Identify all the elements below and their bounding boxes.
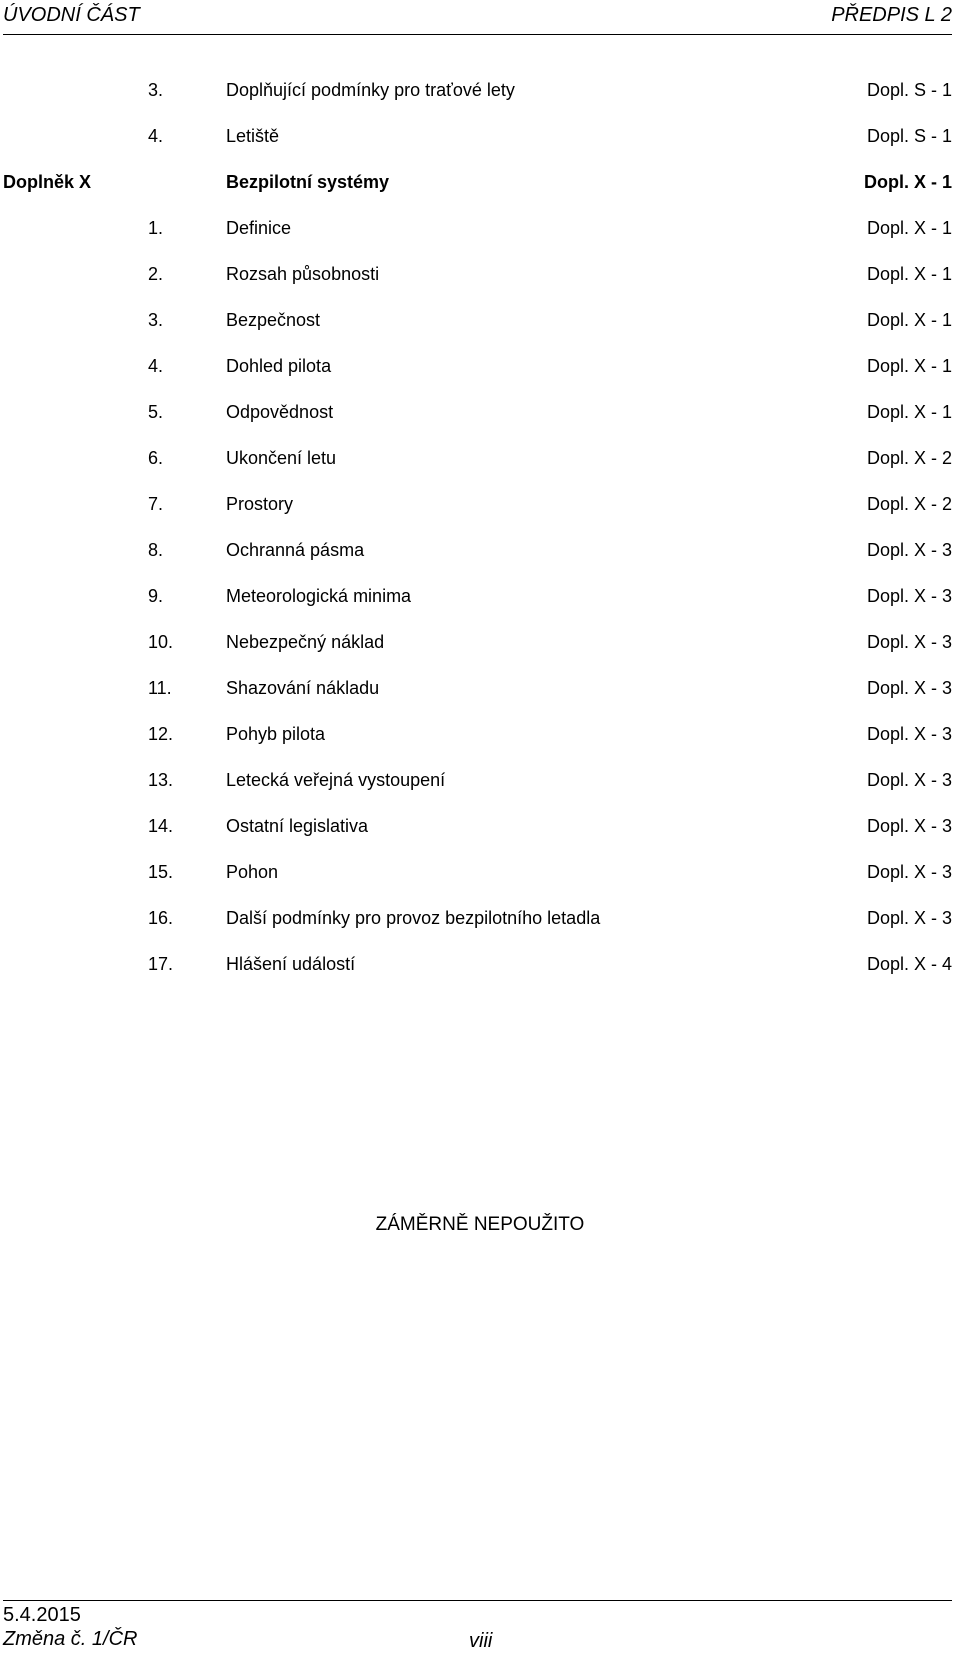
toc-item-title: Prostory — [226, 494, 294, 514]
toc-row — [0, 760, 952, 806]
toc-page-ref: Dopl. X - 4 — [866, 954, 952, 974]
toc-item-title: Rozsah působnosti — [226, 264, 380, 284]
toc-item-title: Ostatní legislativa — [226, 816, 369, 836]
footer-date: 5.4.2015 — [3, 1604, 81, 1626]
header-section-title: ÚVODNÍ ČÁST — [3, 4, 140, 26]
toc-row — [0, 392, 952, 438]
toc-item-title: Shazování nákladu — [226, 678, 380, 698]
toc-appendix-row — [0, 162, 952, 208]
toc-item-number: 10. — [148, 632, 174, 652]
toc-item-number: 4. — [148, 126, 164, 146]
toc-item-number: 3. — [148, 310, 164, 330]
toc-row — [0, 530, 952, 576]
toc-page-ref: Dopl. X - 3 — [866, 770, 952, 790]
toc-item-number: 5. — [148, 402, 164, 422]
toc-item-title: Nebezpečný náklad — [226, 632, 385, 652]
toc-page-ref: Dopl. S - 1 — [866, 126, 952, 146]
toc-item-number: 9. — [148, 586, 164, 606]
toc-item-number: 14. — [148, 816, 174, 836]
toc-row — [0, 576, 952, 622]
toc-item-title: Ukončení letu — [226, 448, 337, 468]
toc-item-number: 4. — [148, 356, 164, 376]
toc-row — [0, 208, 952, 254]
toc-item-title: Odpovědnost — [226, 402, 334, 422]
toc-page-ref: Dopl. X - 3 — [866, 632, 952, 652]
toc-row — [0, 484, 952, 530]
toc-row — [0, 714, 952, 760]
toc-item-number: 11. — [148, 678, 172, 698]
toc-page-ref: Dopl. X - 1 — [866, 310, 952, 330]
toc-page-ref: Dopl. X - 2 — [866, 448, 952, 468]
toc-row — [0, 806, 952, 852]
toc-item-title: Pohyb pilota — [226, 724, 326, 744]
header-regulation-title: PŘEDPIS L 2 — [831, 4, 952, 26]
toc-row — [0, 668, 952, 714]
toc-page-ref: Dopl. X - 1 — [866, 356, 952, 376]
toc-page-ref: Dopl. S - 1 — [866, 80, 952, 100]
toc-item-number: 7. — [148, 494, 164, 514]
table-of-contents — [0, 70, 952, 990]
intentionally-blank-notice: ZÁMĚRNĚ NEPOUŽITO — [375, 1214, 585, 1235]
toc-row — [0, 254, 952, 300]
toc-row — [0, 300, 952, 346]
toc-row — [0, 116, 952, 162]
toc-row — [0, 622, 952, 668]
toc-page-ref: Dopl. X - 1 — [866, 402, 952, 422]
toc-item-title: Definice — [226, 218, 292, 238]
toc-item-title: Dohled pilota — [226, 356, 332, 376]
toc-item-number: 6. — [148, 448, 164, 468]
toc-item-title: Další podmínky pro provoz bezpilotního letadla — [226, 908, 601, 928]
toc-row — [0, 346, 952, 392]
toc-page-ref: Dopl. X - 3 — [866, 908, 952, 928]
toc-item-title: Bezpečnost — [226, 310, 321, 330]
footer-amendment: Změna č. 1/ČR — [3, 1628, 138, 1650]
toc-item-title: Hlášení událostí — [226, 954, 356, 974]
toc-page-ref: Dopl. X - 3 — [866, 678, 952, 698]
page-header — [3, 0, 952, 35]
toc-row — [0, 70, 952, 116]
toc-item-title: Letecká veřejná vystoupení — [226, 770, 446, 790]
toc-page-ref: Dopl. X - 2 — [866, 494, 952, 514]
toc-item-number: 13. — [148, 770, 174, 790]
toc-row — [0, 944, 952, 990]
toc-item-number: 16. — [148, 908, 174, 928]
page-footer — [3, 1600, 952, 1651]
toc-item-title: Letiště — [226, 126, 280, 146]
toc-page-ref: Dopl. X - 3 — [866, 540, 952, 560]
toc-item-number: 2. — [148, 264, 164, 284]
toc-item-number: 17. — [148, 954, 174, 974]
toc-page-ref: Dopl. X - 1 — [866, 264, 952, 284]
toc-appendix-label: Doplněk X — [3, 172, 92, 192]
toc-item-title: Bezpilotní systémy — [226, 172, 390, 192]
toc-row — [0, 898, 952, 944]
toc-page-ref: Dopl. X - 1 — [863, 172, 952, 192]
toc-page-ref: Dopl. X - 3 — [866, 586, 952, 606]
toc-item-number: 3. — [148, 80, 164, 100]
toc-page-ref: Dopl. X - 1 — [866, 218, 952, 238]
footer-page-number: viii — [469, 1630, 493, 1652]
toc-page-ref: Dopl. X - 3 — [866, 724, 952, 744]
toc-item-number: 8. — [148, 540, 164, 560]
toc-item-title: Pohon — [226, 862, 279, 882]
toc-page-ref: Dopl. X - 3 — [866, 862, 952, 882]
toc-item-title: Ochranná pásma — [226, 540, 365, 560]
toc-item-title: Meteorologická minima — [226, 586, 412, 606]
toc-item-number: 15. — [148, 862, 174, 882]
toc-item-number: 1. — [148, 218, 164, 238]
toc-row — [0, 852, 952, 898]
toc-item-number: 12. — [148, 724, 174, 744]
toc-row — [0, 438, 952, 484]
toc-item-title: Doplňující podmínky pro traťové lety — [226, 80, 515, 100]
toc-page-ref: Dopl. X - 3 — [866, 816, 952, 836]
